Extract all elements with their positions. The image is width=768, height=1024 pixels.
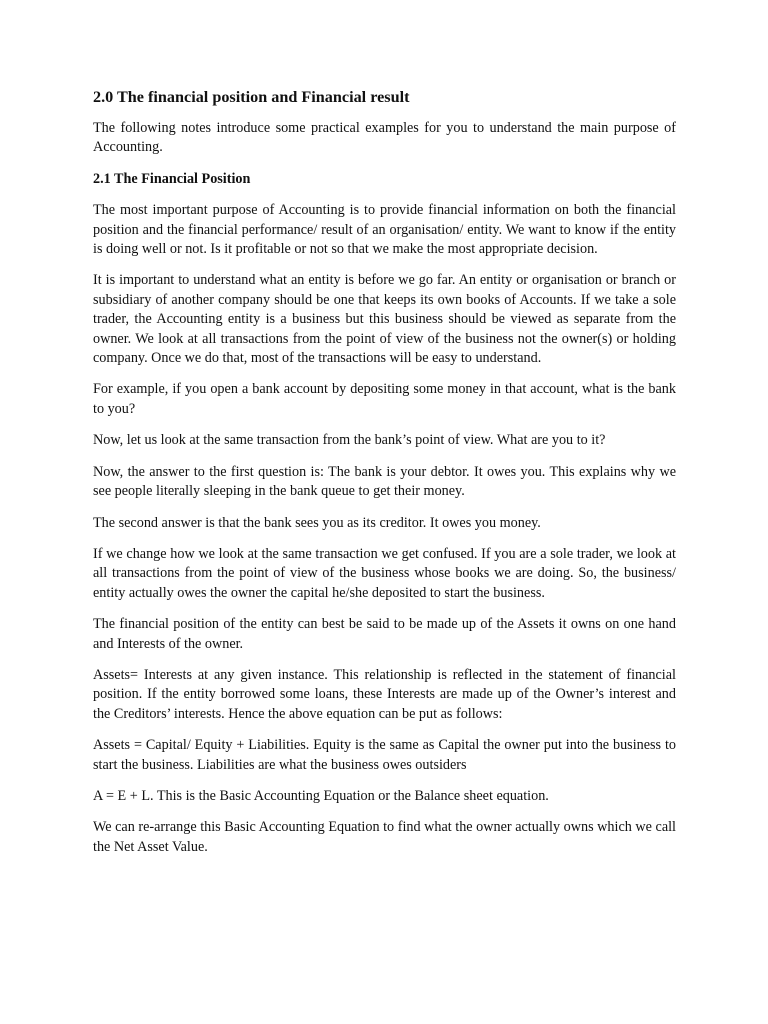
paragraph-6: The second answer is that the bank sees you as its creditor. It owes you money. <box>93 514 541 531</box>
paragraph-2: It is important to understand what an entity is before we go far. An entity or organisation or branch or subsidiary of another company should be one that keeps its own books of Accounts. If we take a sole trader, the Accounting entity is a business but this business should be viewed as separate from the owner. We look at all transactions from the point of view of the business not the owner(s) or holding company. Once we do that, most of the transactions will be easy to understand. <box>93 272 676 367</box>
intro-paragraph: The following notes introduce some practical examples for you to understand the main purpose of Accounting. <box>93 120 676 156</box>
paragraph-3: For example, if you open a bank account by depositing some money in that account, what is the bank to you? <box>93 381 676 417</box>
paragraph-4: Now, let us look at the same transaction from the bank’s point of view. What are you to it? <box>93 432 606 449</box>
paragraph-11: A = E + L. This is the Basic Accounting Equation or the Balance sheet equation. <box>93 787 549 804</box>
section-heading: 2.1 The Financial Position <box>93 170 251 187</box>
paragraph-5: Now, the answer to the first question is: The bank is your debtor. It owes you. This explains why we see people literally sleeping in the bank queue to get their money. <box>93 463 676 500</box>
paragraph-8: The financial position of the entity can best be said to be made up of the Assets it owns on one hand and Interests of the owner. <box>93 616 676 652</box>
page-title: 2.0 The financial position and Financial result <box>93 88 410 106</box>
paragraph-10: Assets = Capital/ Equity + Liabilities. Equity is the same as Capital the owner put into the business to start the business. Liabilities are what the business owes outsiders <box>93 737 676 773</box>
paragraph-7: If we change how we look at the same transaction we get confused. If you are a sole trader, we look at all transactions from the point of view of the business whose books we are doing. So, the business/ entity actually owes the owner the capital he/she deposited to start the business. <box>93 545 676 601</box>
paragraph-12: We can re-arrange this Basic Accounting Equation to find what the owner actually owns which we call the Net Asset Value. <box>93 819 676 855</box>
document-body <box>93 86 676 869</box>
paragraph-9: Assets= Interests at any given instance. This relationship is reflected in the statement of financial position. If the entity borrowed some loans, these Interests are made up of the Owner’s interest and the Creditors’ interests. Hence the above equation can be put as follows: <box>93 666 676 722</box>
paragraph-1: The most important purpose of Accounting is to provide financial information on both the financial position and the financial performance/ result of an organisation/ entity. We want to know if the entity is doing well or not. Is it profitable or not so that we make the most appropriate decision. <box>93 202 676 258</box>
